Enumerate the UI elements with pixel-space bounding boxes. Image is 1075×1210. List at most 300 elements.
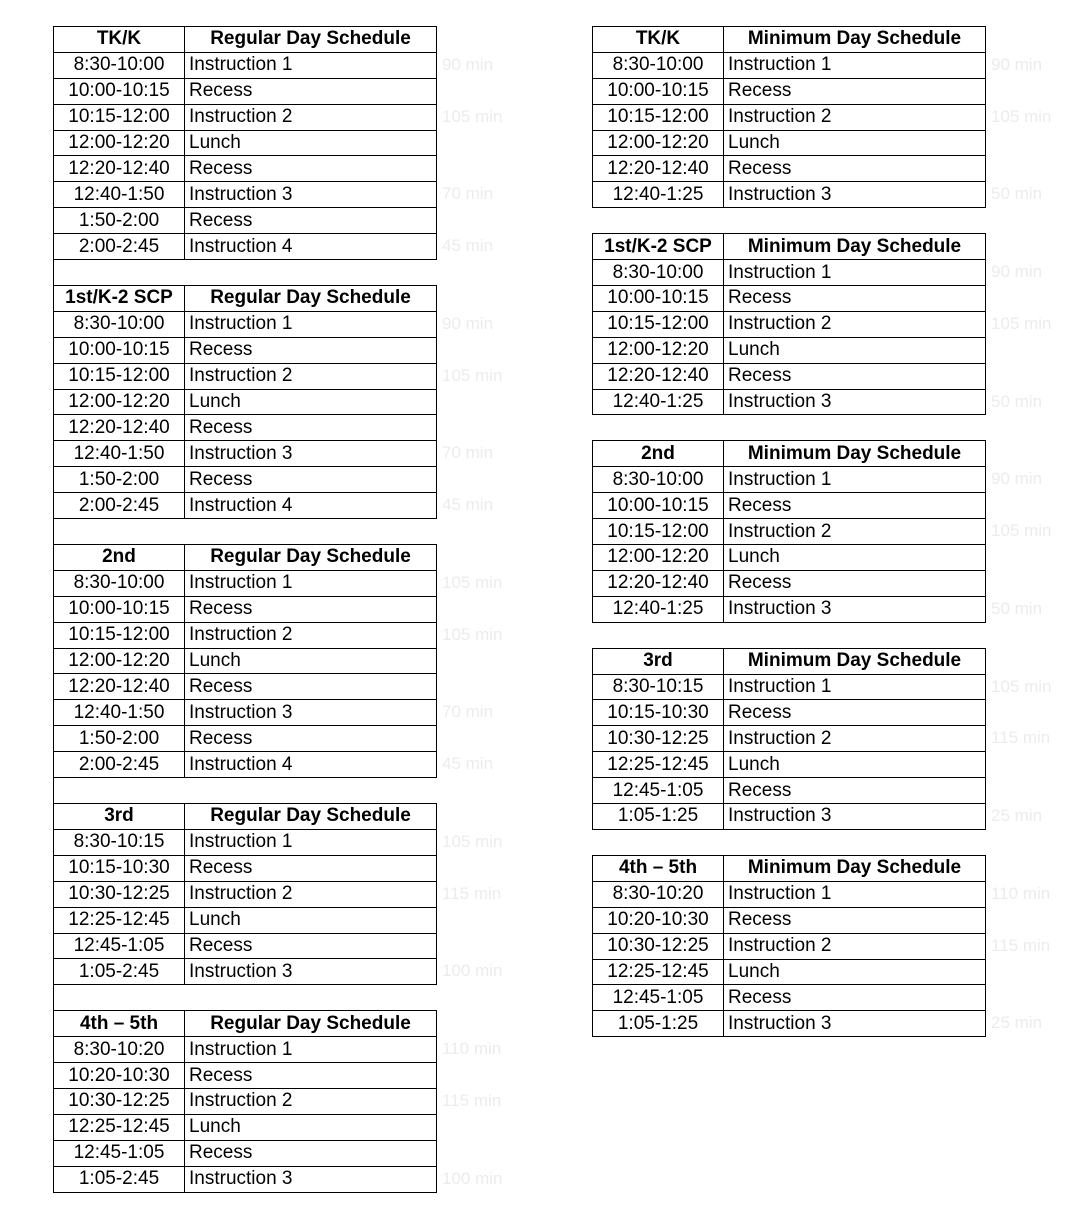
regular-schedule-table — [53, 544, 503, 778]
time-cell: 12:40-1:50 — [54, 700, 185, 726]
activity-cell — [724, 389, 1043, 415]
schedule-title: Regular Day Schedule — [185, 545, 437, 571]
minutes-note: 105 min — [442, 106, 503, 126]
time-cell: 8:30-10:00 — [593, 52, 724, 78]
activity-cell — [724, 182, 1043, 208]
table-row — [593, 674, 986, 700]
regular-schedule-table — [53, 1010, 503, 1192]
activity-label: Instruction 3 — [728, 391, 832, 413]
minutes-note: 45 min — [442, 495, 494, 515]
table-row — [54, 959, 437, 985]
time-cell: 12:40-1:25 — [593, 389, 724, 415]
table-row — [54, 363, 437, 389]
activity-label: Instruction 2 — [189, 883, 293, 905]
table-row — [593, 337, 986, 363]
time-cell: 10:00-10:15 — [593, 493, 724, 519]
table-row — [54, 752, 437, 778]
table-row — [593, 881, 986, 907]
table-row — [54, 78, 437, 104]
time-cell: 12:00-12:20 — [593, 337, 724, 363]
table-row — [593, 726, 986, 752]
table-row — [54, 1037, 437, 1063]
activity-cell — [724, 959, 986, 985]
activity-label: Recess — [189, 468, 253, 490]
activity-cell — [185, 622, 503, 648]
activity-label: Recess — [728, 572, 792, 594]
activity-cell — [185, 700, 494, 726]
table-row — [593, 182, 986, 208]
activity-cell — [185, 130, 437, 156]
schedule-title: Minimum Day Schedule — [724, 648, 986, 674]
section-spacer — [53, 260, 437, 285]
activity-label: Instruction 3 — [189, 442, 293, 464]
table-row — [54, 337, 437, 363]
table-row — [54, 467, 437, 493]
table-row — [593, 156, 986, 182]
activity-label: Recess — [728, 909, 792, 931]
time-cell: 12:20-12:40 — [54, 156, 185, 182]
activity-cell — [724, 104, 1052, 130]
activity-cell — [185, 104, 503, 130]
activity-cell — [185, 959, 503, 985]
section-spacer — [53, 519, 437, 544]
table-row — [593, 570, 986, 596]
minimum-schedule-table — [592, 648, 1052, 830]
section-spacer — [592, 623, 986, 648]
time-cell: 12:00-12:20 — [593, 130, 724, 156]
activity-cell — [724, 752, 986, 778]
activity-label: Instruction 2 — [189, 106, 293, 128]
time-cell: 8:30-10:15 — [54, 829, 185, 855]
time-cell: 12:45-1:05 — [593, 778, 724, 804]
activity-label: Instruction 2 — [189, 365, 293, 387]
schedule-title: Regular Day Schedule — [185, 1011, 437, 1037]
activity-cell — [185, 467, 437, 493]
activity-label: Instruction 2 — [728, 520, 832, 542]
activity-label: Lunch — [728, 132, 780, 153]
activity-label: Instruction 1 — [189, 313, 293, 335]
time-cell: 10:15-12:00 — [593, 311, 724, 337]
activity-label: Recess — [189, 1142, 253, 1164]
activity-label: Recess — [189, 727, 253, 749]
activity-cell — [724, 1011, 1043, 1037]
activity-cell — [185, 1166, 503, 1192]
table-row — [54, 311, 437, 337]
table-row — [593, 363, 986, 389]
table-row — [593, 130, 986, 156]
time-cell: 1:50-2:00 — [54, 208, 185, 234]
minutes-note: 105 min — [991, 313, 1052, 333]
table-row — [54, 622, 437, 648]
activity-cell — [185, 493, 494, 519]
minimum-schedule-table — [592, 233, 1052, 415]
table-row — [54, 104, 437, 130]
minutes-note: 100 min — [442, 1168, 503, 1188]
table-row — [593, 311, 986, 337]
activity-cell — [185, 881, 502, 907]
table-row — [54, 829, 437, 855]
time-cell: 10:15-12:00 — [593, 104, 724, 130]
activity-cell — [185, 674, 437, 700]
time-cell: 1:50-2:00 — [54, 726, 185, 752]
table-row — [54, 441, 437, 467]
activity-cell — [185, 1088, 502, 1114]
activity-label: Instruction 1 — [189, 1038, 293, 1060]
table-row — [593, 700, 986, 726]
time-cell: 10:00-10:15 — [54, 596, 185, 622]
activity-label: Instruction 2 — [189, 1090, 293, 1112]
table-header-row — [54, 804, 437, 830]
table-row — [54, 208, 437, 234]
schedule-title: Minimum Day Schedule — [724, 441, 986, 467]
table-row — [593, 959, 986, 985]
activity-cell — [724, 778, 986, 804]
table-row — [593, 78, 986, 104]
time-cell: 1:05-2:45 — [54, 1166, 185, 1192]
table-row — [54, 156, 437, 182]
activity-cell — [724, 545, 986, 571]
time-cell: 2:00-2:45 — [54, 234, 185, 260]
time-cell: 12:25-12:45 — [54, 907, 185, 933]
table-row — [54, 570, 437, 596]
time-cell: 12:25-12:45 — [593, 959, 724, 985]
activity-label: Instruction 3 — [189, 1168, 293, 1190]
activity-label: Recess — [728, 157, 792, 179]
activity-label: Recess — [728, 365, 792, 387]
activity-cell — [724, 907, 986, 933]
time-cell: 10:00-10:15 — [54, 337, 185, 363]
minutes-note: 90 min — [442, 313, 494, 333]
table-row — [593, 596, 986, 622]
section-spacer — [592, 830, 986, 855]
table-row — [593, 985, 986, 1011]
activity-label: Instruction 1 — [728, 883, 832, 905]
table-row — [54, 855, 437, 881]
minutes-note: 45 min — [442, 236, 494, 256]
activity-label: Recess — [728, 80, 792, 102]
activity-label: Instruction 2 — [728, 106, 832, 128]
grade-label: 3rd — [54, 804, 185, 830]
table-row — [54, 130, 437, 156]
activity-cell — [185, 648, 437, 674]
activity-cell — [185, 726, 437, 752]
activity-label: Recess — [189, 857, 253, 879]
time-cell: 10:20-10:30 — [54, 1063, 185, 1089]
minutes-note: 105 min — [991, 521, 1052, 541]
table-row — [54, 1166, 437, 1192]
activity-label: Instruction 1 — [189, 831, 293, 853]
time-cell: 12:45-1:05 — [54, 933, 185, 959]
table-row — [54, 52, 437, 78]
schedule-title: Minimum Day Schedule — [724, 234, 986, 260]
time-cell: 12:40-1:25 — [593, 596, 724, 622]
time-cell: 8:30-10:00 — [54, 311, 185, 337]
activity-label: Instruction 3 — [189, 960, 293, 982]
table-row — [54, 596, 437, 622]
activity-label: Recess — [728, 779, 792, 801]
activity-cell — [185, 156, 437, 182]
activity-cell — [185, 596, 437, 622]
activity-cell — [724, 804, 1043, 830]
activity-cell — [724, 570, 986, 596]
minutes-note: 110 min — [442, 1039, 502, 1059]
minutes-note: 90 min — [991, 54, 1043, 74]
table-row — [54, 674, 437, 700]
minutes-note: 115 min — [442, 1090, 502, 1110]
time-cell: 10:15-10:30 — [593, 700, 724, 726]
activity-label: Instruction 2 — [728, 935, 832, 957]
table-row — [54, 234, 437, 260]
minutes-note: 115 min — [991, 728, 1051, 748]
activity-label: Instruction 4 — [189, 494, 293, 516]
minutes-note: 70 min — [442, 443, 494, 463]
grade-label: 2nd — [54, 545, 185, 571]
activity-cell — [185, 441, 494, 467]
minutes-note: 110 min — [991, 883, 1051, 903]
activity-cell — [724, 674, 1052, 700]
minutes-note: 50 min — [991, 598, 1043, 618]
activity-label: Recess — [189, 339, 253, 361]
activity-cell — [185, 829, 503, 855]
time-cell: 8:30-10:00 — [54, 570, 185, 596]
table-header-row — [54, 27, 437, 53]
table-header-row — [593, 855, 986, 881]
section-spacer — [53, 985, 437, 1010]
section-spacer — [53, 778, 437, 803]
time-cell: 1:50-2:00 — [54, 467, 185, 493]
time-cell: 12:45-1:05 — [593, 985, 724, 1011]
minutes-note: 45 min — [442, 754, 494, 774]
activity-label: Lunch — [728, 753, 780, 775]
table-row — [593, 778, 986, 804]
time-cell: 12:20-12:40 — [593, 363, 724, 389]
table-row — [54, 700, 437, 726]
activity-label: Recess — [189, 157, 253, 179]
activity-cell — [185, 311, 494, 337]
minutes-note: 90 min — [442, 54, 494, 74]
time-cell: 10:00-10:15 — [54, 78, 185, 104]
table-row — [54, 1088, 437, 1114]
activity-label: Recess — [728, 986, 792, 1008]
activity-cell — [724, 52, 1043, 78]
activity-cell — [724, 156, 986, 182]
activity-cell — [185, 1037, 502, 1063]
table-row — [54, 389, 437, 415]
activity-label: Recess — [728, 287, 792, 309]
activity-cell — [724, 881, 1051, 907]
activity-cell — [185, 337, 437, 363]
time-cell: 10:15-12:00 — [54, 622, 185, 648]
minutes-note: 100 min — [442, 961, 503, 981]
table-row — [593, 752, 986, 778]
time-cell: 12:20-12:40 — [593, 570, 724, 596]
table-row — [54, 907, 437, 933]
table-header-row — [593, 27, 986, 53]
activity-label: Instruction 4 — [189, 235, 293, 257]
activity-cell — [724, 933, 1051, 959]
grade-label: 4th – 5th — [593, 855, 724, 881]
activity-label: Lunch — [728, 960, 780, 982]
regular-schedule-table — [53, 26, 503, 260]
table-row — [593, 933, 986, 959]
minutes-note: 105 min — [991, 106, 1052, 126]
activity-label: Lunch — [728, 339, 780, 361]
time-cell: 12:40-1:50 — [54, 182, 185, 208]
time-cell: 10:00-10:15 — [593, 78, 724, 104]
time-cell: 12:25-12:45 — [54, 1114, 185, 1140]
time-cell: 12:00-12:20 — [593, 545, 724, 571]
activity-cell — [185, 415, 437, 441]
activity-label: Instruction 2 — [189, 624, 293, 646]
table-row — [54, 881, 437, 907]
time-cell: 2:00-2:45 — [54, 752, 185, 778]
activity-cell — [724, 311, 1052, 337]
minutes-note: 50 min — [991, 184, 1043, 204]
table-row — [593, 286, 986, 312]
table-row — [54, 726, 437, 752]
minimum-schedule-column — [592, 26, 1052, 1037]
activity-label: Instruction 1 — [728, 468, 832, 490]
activity-label: Recess — [189, 80, 253, 102]
minutes-note: 25 min — [991, 1013, 1043, 1033]
time-cell: 10:15-12:00 — [54, 104, 185, 130]
time-cell: 8:30-10:20 — [54, 1037, 185, 1063]
time-cell: 10:30-12:25 — [593, 933, 724, 959]
minutes-note: 70 min — [442, 702, 494, 722]
schedule-title: Regular Day Schedule — [185, 27, 437, 53]
time-cell: 10:00-10:15 — [593, 286, 724, 312]
activity-cell — [185, 1140, 437, 1166]
schedule-title: Minimum Day Schedule — [724, 855, 986, 881]
table-row — [593, 804, 986, 830]
activity-label: Instruction 1 — [728, 676, 832, 698]
grade-label: 2nd — [593, 441, 724, 467]
time-cell: 8:30-10:15 — [593, 674, 724, 700]
activity-label: Lunch — [728, 546, 780, 568]
minutes-note: 50 min — [991, 391, 1043, 411]
time-cell: 8:30-10:20 — [593, 881, 724, 907]
activity-cell — [724, 985, 986, 1011]
minutes-note: 105 min — [442, 624, 503, 644]
activity-label: Lunch — [189, 1116, 241, 1138]
time-cell: 12:00-12:20 — [54, 648, 185, 674]
time-cell: 1:05-1:25 — [593, 804, 724, 830]
activity-cell — [185, 234, 494, 260]
time-cell: 10:30-12:25 — [54, 881, 185, 907]
grade-label: 1st/K-2 SCP — [593, 234, 724, 260]
table-row — [593, 52, 986, 78]
table-row — [54, 415, 437, 441]
activity-label: Recess — [189, 598, 253, 620]
table-row — [54, 493, 437, 519]
table-header-row — [54, 1011, 437, 1037]
activity-label: Recess — [189, 416, 253, 438]
table-header-row — [593, 441, 986, 467]
activity-label: Recess — [189, 1064, 253, 1086]
time-cell: 10:15-12:00 — [54, 363, 185, 389]
minutes-note: 105 min — [442, 831, 503, 851]
time-cell: 10:15-12:00 — [593, 519, 724, 545]
activity-cell — [185, 933, 437, 959]
activity-cell — [724, 337, 986, 363]
section-spacer — [592, 208, 986, 233]
activity-cell — [724, 286, 986, 312]
activity-label: Recess — [728, 494, 792, 516]
minutes-note: 90 min — [991, 262, 1043, 282]
schedule-title: Minimum Day Schedule — [724, 27, 986, 53]
activity-label: Instruction 3 — [728, 1012, 832, 1034]
activity-cell — [185, 78, 437, 104]
activity-cell — [724, 130, 986, 156]
time-cell: 1:05-2:45 — [54, 959, 185, 985]
minimum-schedule-table — [592, 26, 1052, 208]
activity-cell — [724, 260, 1043, 286]
minutes-note: 115 min — [442, 883, 502, 903]
regular-schedule-table — [53, 803, 503, 985]
activity-label: Instruction 3 — [728, 805, 832, 827]
activity-label: Lunch — [189, 132, 241, 153]
activity-cell — [185, 1114, 437, 1140]
activity-cell — [185, 363, 503, 389]
minutes-note: 105 min — [442, 572, 503, 592]
grade-label: 4th – 5th — [54, 1011, 185, 1037]
table-header-row — [593, 648, 986, 674]
table-row — [593, 1011, 986, 1037]
table-row — [593, 104, 986, 130]
activity-cell — [185, 1063, 437, 1089]
time-cell: 12:20-12:40 — [54, 415, 185, 441]
activity-cell — [185, 752, 494, 778]
activity-label: Instruction 1 — [728, 54, 832, 76]
minutes-note: 25 min — [991, 806, 1043, 826]
table-row — [593, 260, 986, 286]
minutes-note: 105 min — [991, 676, 1052, 696]
activity-label: Recess — [189, 675, 253, 697]
time-cell: 10:15-10:30 — [54, 855, 185, 881]
regular-schedule-table — [53, 285, 503, 519]
table-row — [54, 1063, 437, 1089]
section-spacer — [592, 415, 986, 440]
activity-cell — [724, 596, 1043, 622]
activity-label: Instruction 2 — [728, 727, 832, 749]
table-row — [593, 389, 986, 415]
table-header-row — [54, 286, 437, 312]
activity-cell — [185, 182, 494, 208]
time-cell: 12:20-12:40 — [54, 674, 185, 700]
table-header-row — [54, 545, 437, 571]
minutes-note: 115 min — [991, 935, 1051, 955]
time-cell: 12:25-12:45 — [593, 752, 724, 778]
activity-label: Lunch — [189, 909, 241, 931]
time-cell: 12:20-12:40 — [593, 156, 724, 182]
activity-label: Instruction 3 — [728, 183, 832, 205]
activity-cell — [185, 52, 494, 78]
table-row — [54, 1114, 437, 1140]
activity-cell — [724, 363, 986, 389]
table-header-row — [593, 234, 986, 260]
schedule-title: Regular Day Schedule — [185, 286, 437, 312]
activity-cell — [185, 907, 437, 933]
activity-label: Instruction 1 — [189, 54, 293, 76]
time-cell: 1:05-1:25 — [593, 1011, 724, 1037]
table-row — [54, 648, 437, 674]
minutes-note: 90 min — [991, 469, 1043, 489]
activity-label: Instruction 3 — [189, 701, 293, 723]
regular-schedule-column — [53, 26, 503, 1193]
activity-label: Recess — [728, 701, 792, 723]
time-cell: 10:30-12:25 — [54, 1088, 185, 1114]
table-row — [593, 467, 986, 493]
